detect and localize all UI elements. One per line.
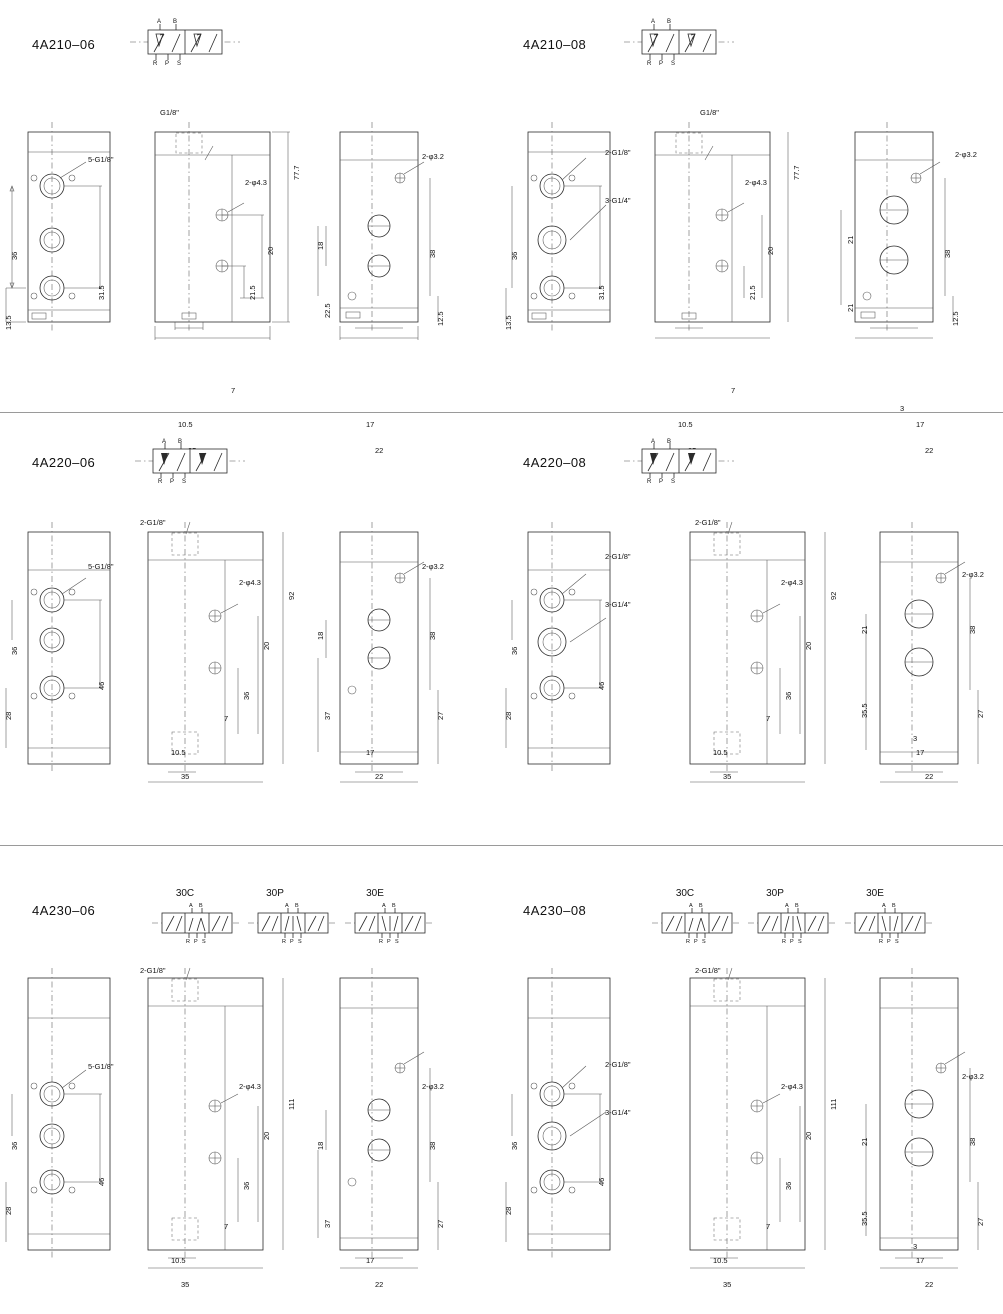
svg-text:R: R (647, 479, 652, 485)
svg-text:B: B (199, 903, 203, 909)
dim4-front-46: 46 (597, 681, 606, 690)
dim-top-17: 17 (366, 420, 375, 429)
dim6-top-35-5: 35.5 (860, 1211, 869, 1226)
dim-top-12-5: 12.5 (436, 311, 445, 326)
svg-text:R: R (647, 61, 652, 67)
callout6-front-ports2: 3-G1/4" (605, 1108, 631, 1117)
section-divider-2 (0, 845, 1003, 846)
dim3-side-35: 35 (181, 772, 190, 781)
dim3-side-36: 36 (242, 691, 251, 700)
dim2-top-3: 3 (900, 404, 905, 413)
dim2-top-21a: 21 (846, 235, 855, 244)
dim-top-22: 22 (375, 446, 384, 455)
callout-side-mid: 2-φ4.3 (245, 178, 267, 187)
dim5-side-10-5: 10.5 (171, 1256, 186, 1265)
dim4-top-3: 3 (913, 734, 918, 743)
symbol-4a230-06-30c (152, 902, 240, 944)
dim2-top-17: 17 (916, 420, 925, 429)
callout4-front-ports: 2-G1/8" (605, 552, 631, 561)
svg-text:R: R (782, 939, 786, 945)
dim3-top-22: 22 (375, 772, 384, 781)
dim6-side-111: 111 (829, 1098, 838, 1110)
dim4-side-35: 35 (723, 772, 732, 781)
callout5-side-mid: 2-φ4.3 (239, 1082, 261, 1091)
callout5-top-holes: 2-φ3.2 (422, 1082, 444, 1091)
section-divider-1 (0, 412, 1003, 413)
dim2-front-13-5: 13.5 (504, 315, 513, 330)
dim6-front-36: 36 (510, 1141, 519, 1150)
callout-front-ports-2: 2-G1/8" (605, 148, 631, 157)
dim3-side-92: 92 (287, 591, 296, 600)
dim6-top-3: 3 (913, 1242, 918, 1251)
svg-text:A: A (785, 903, 789, 909)
dim4-top-22: 22 (925, 772, 934, 781)
drawing-group-4a230-08 (500, 960, 990, 1280)
dim4-top-38: 38 (968, 625, 977, 634)
svg-text:R: R (153, 61, 158, 67)
symbol-title-30p-left: 30P (266, 888, 284, 899)
svg-text:S: S (182, 479, 187, 485)
svg-text:B: B (178, 439, 183, 445)
dim5-top-18: 18 (316, 1141, 325, 1150)
dim2-front-31-5: 31.5 (597, 285, 606, 300)
svg-text:A: A (189, 903, 193, 909)
svg-text:P: P (790, 939, 794, 945)
dim6-side-20: 20 (804, 1131, 813, 1140)
svg-text:P: P (194, 939, 198, 945)
callout5-side-top: 2-G1/8" (140, 966, 166, 975)
dim-side-10-5: 10.5 (178, 420, 193, 429)
callout4-side-mid: 2-φ4.3 (781, 578, 803, 587)
dim2-side-77-7: 77.7 (792, 165, 801, 180)
dim2-side-7: 7 (731, 386, 736, 395)
svg-text:P: P (659, 479, 664, 485)
callout3-top-holes: 2-φ3.2 (422, 562, 444, 571)
dim-front-36: 36 (10, 251, 19, 260)
dim5-side-36: 36 (242, 1181, 251, 1190)
dim3-side-10-5: 10.5 (171, 748, 186, 757)
symbol-4a210-06 (130, 18, 240, 66)
callout3-side-mid: 2-φ4.3 (239, 578, 261, 587)
symbol-title-30e-left: 30E (366, 888, 384, 899)
dim6-top-22: 22 (925, 1280, 934, 1289)
dim2-top-38: 38 (943, 249, 952, 258)
dim5-front-36: 36 (10, 1141, 19, 1150)
callout5-front-ports: 5-G1/8" (88, 1062, 114, 1071)
svg-text:P: P (694, 939, 698, 945)
svg-text:R: R (282, 939, 286, 945)
dim-top-38: 38 (428, 249, 437, 258)
symbol-4a220-06 (135, 438, 245, 484)
dim4-front-28: 28 (504, 711, 513, 720)
dim4-side-10-5: 10.5 (713, 748, 728, 757)
svg-text:P: P (165, 61, 170, 67)
dim3-top-38: 38 (428, 631, 437, 640)
dim4-side-7: 7 (766, 714, 771, 723)
dim5-front-28: 28 (4, 1206, 13, 1215)
svg-text:R: R (879, 939, 883, 945)
symbol-title-30p-right: 30P (766, 888, 784, 899)
dim4-top-35-5: 35.5 (860, 703, 869, 718)
dim5-top-22: 22 (375, 1280, 384, 1289)
svg-text:S: S (702, 939, 706, 945)
svg-text:P: P (170, 479, 175, 485)
symbol-4a230-06-30p (248, 902, 336, 944)
dim2-top-12-5: 12.5 (951, 311, 960, 326)
svg-text:B: B (892, 903, 896, 909)
dim3-side-7: 7 (224, 714, 229, 723)
dim6-side-36: 36 (784, 1181, 793, 1190)
callout2-side-top: G1/8" (700, 108, 719, 117)
model-label-4a210-06: 4A210–06 (32, 37, 96, 52)
svg-text:S: S (671, 479, 676, 485)
svg-text:B: B (699, 903, 703, 909)
dim-front-13-5: 13.5 (4, 315, 13, 330)
dim5-top-37: 37 (323, 1219, 332, 1228)
symbol-4a230-08-30c (652, 902, 740, 944)
callout4-top-holes: 2-φ3.2 (962, 570, 984, 579)
model-label-4a230-08: 4A230–08 (523, 903, 587, 918)
svg-text:A: A (882, 903, 886, 909)
svg-text:S: S (895, 939, 899, 945)
svg-text:S: S (671, 61, 676, 67)
dim3-top-18: 18 (316, 631, 325, 640)
dim5-top-27: 27 (436, 1219, 445, 1228)
dim-side-7: 7 (231, 386, 236, 395)
svg-text:S: S (202, 939, 206, 945)
callout4-front-ports2: 3-G1/4" (605, 600, 631, 609)
symbol-4a230-08-30p (748, 902, 836, 944)
dim3-side-20: 20 (262, 641, 271, 650)
svg-text:P: P (659, 61, 664, 67)
svg-text:R: R (186, 939, 190, 945)
callout3-front-ports: 5-G1/8" (88, 562, 114, 571)
drawing-group-4a230-06 (0, 960, 470, 1280)
dim2-front-36: 36 (510, 251, 519, 260)
dim2-top-22: 22 (925, 446, 934, 455)
dim5-side-35: 35 (181, 1280, 190, 1289)
dim5-front-46: 46 (97, 1177, 106, 1186)
symbol-title-30c-left: 30C (175, 888, 195, 899)
dim-top-18: 18 (316, 241, 325, 250)
dim5-top-17: 17 (366, 1256, 375, 1265)
svg-text:S: S (798, 939, 802, 945)
callout6-front-ports: 2-G1/8" (605, 1060, 631, 1069)
svg-text:S: S (395, 939, 399, 945)
dim3-top-17: 17 (366, 748, 375, 757)
dim2-top-21b: 21 (846, 303, 855, 312)
svg-text:P: P (387, 939, 391, 945)
callout4-side-top: 2-G1/8" (695, 518, 721, 527)
svg-text:R: R (686, 939, 690, 945)
callout2-top-holes: 2-φ3.2 (955, 150, 977, 159)
dim-front-31-5: 31.5 (97, 285, 106, 300)
symbol-4a230-08-30e (845, 902, 933, 944)
dim-side-21-5: 21.5 (248, 285, 257, 300)
dim4-side-20: 20 (804, 641, 813, 650)
drawing-group-4a210-06 (0, 100, 470, 370)
dim6-top-38: 38 (968, 1137, 977, 1146)
callout-front-ports-3: 3-G1/4" (605, 196, 631, 205)
svg-text:A: A (157, 19, 162, 25)
dim4-side-36: 36 (784, 691, 793, 700)
dim4-front-36: 36 (510, 646, 519, 655)
dim3-front-28: 28 (4, 711, 13, 720)
dim3-front-46: 46 (97, 681, 106, 690)
svg-text:B: B (392, 903, 396, 909)
dim5-side-111: 111 (287, 1098, 296, 1110)
dim4-top-27: 27 (976, 709, 985, 718)
svg-text:P: P (290, 939, 294, 945)
dim4-top-17: 17 (916, 748, 925, 757)
callout6-side-mid: 2-φ4.3 (781, 1082, 803, 1091)
svg-text:R: R (158, 479, 163, 485)
dim6-side-35: 35 (723, 1280, 732, 1289)
dim4-top-21: 21 (860, 625, 869, 634)
dim6-side-10-5: 10.5 (713, 1256, 728, 1265)
callout-side-top: G1/8" (160, 108, 179, 117)
svg-text:A: A (651, 439, 656, 445)
dim6-top-27: 27 (976, 1217, 985, 1226)
model-label-4a220-08: 4A220–08 (523, 455, 587, 470)
callout3-side-top: 2-G1/8" (140, 518, 166, 527)
svg-text:S: S (298, 939, 302, 945)
dim6-front-46: 46 (597, 1177, 606, 1186)
dim-top-22-5: 22.5 (323, 303, 332, 318)
dim5-top-38: 38 (428, 1141, 437, 1150)
symbol-title-30e-right: 30E (866, 888, 884, 899)
svg-text:A: A (162, 439, 167, 445)
svg-text:A: A (382, 903, 386, 909)
svg-text:P: P (887, 939, 891, 945)
symbol-4a230-06-30e (345, 902, 433, 944)
dim-side-77-7: 77.7 (292, 165, 301, 180)
svg-text:A: A (689, 903, 693, 909)
svg-text:B: B (667, 19, 672, 25)
callout6-side-top: 2-G1/8" (695, 966, 721, 975)
svg-text:B: B (173, 19, 178, 25)
dim6-front-28: 28 (504, 1206, 513, 1215)
symbol-4a220-08 (624, 438, 734, 484)
svg-text:A: A (651, 19, 656, 25)
dim2-side-21-5: 21.5 (748, 285, 757, 300)
callout-top-holes: 2-φ3.2 (422, 152, 444, 161)
drawing-group-4a210-08 (500, 100, 990, 370)
drawing-group-4a220-06 (0, 510, 470, 800)
dim6-top-17: 17 (916, 1256, 925, 1265)
model-label-4a210-08: 4A210–08 (523, 37, 587, 52)
dim3-top-37: 37 (323, 711, 332, 720)
dim3-front-36: 36 (10, 646, 19, 655)
symbol-title-30c-right: 30C (675, 888, 695, 899)
svg-text:A: A (285, 903, 289, 909)
dim-side-20: 20 (266, 246, 275, 255)
symbol-4a210-08 (624, 18, 734, 66)
dim6-top-21: 21 (860, 1137, 869, 1146)
svg-text:B: B (295, 903, 299, 909)
dim5-side-7: 7 (224, 1222, 229, 1231)
svg-text:S: S (177, 61, 182, 67)
model-label-4a230-06: 4A230–06 (32, 903, 96, 918)
callout2-side-mid: 2-φ4.3 (745, 178, 767, 187)
dim5-side-20: 20 (262, 1131, 271, 1140)
callout-front-ports: 5-G1/8" (88, 155, 114, 164)
model-label-4a220-06: 4A220–06 (32, 455, 96, 470)
svg-text:R: R (379, 939, 383, 945)
svg-text:B: B (795, 903, 799, 909)
dim3-top-27: 27 (436, 711, 445, 720)
callout6-top-holes: 2-φ3.2 (962, 1072, 984, 1081)
dim2-side-10-5: 10.5 (678, 420, 693, 429)
dim6-side-7: 7 (766, 1222, 771, 1231)
svg-text:B: B (667, 439, 672, 445)
dim4-side-92: 92 (829, 591, 838, 600)
dim2-side-20: 20 (766, 246, 775, 255)
